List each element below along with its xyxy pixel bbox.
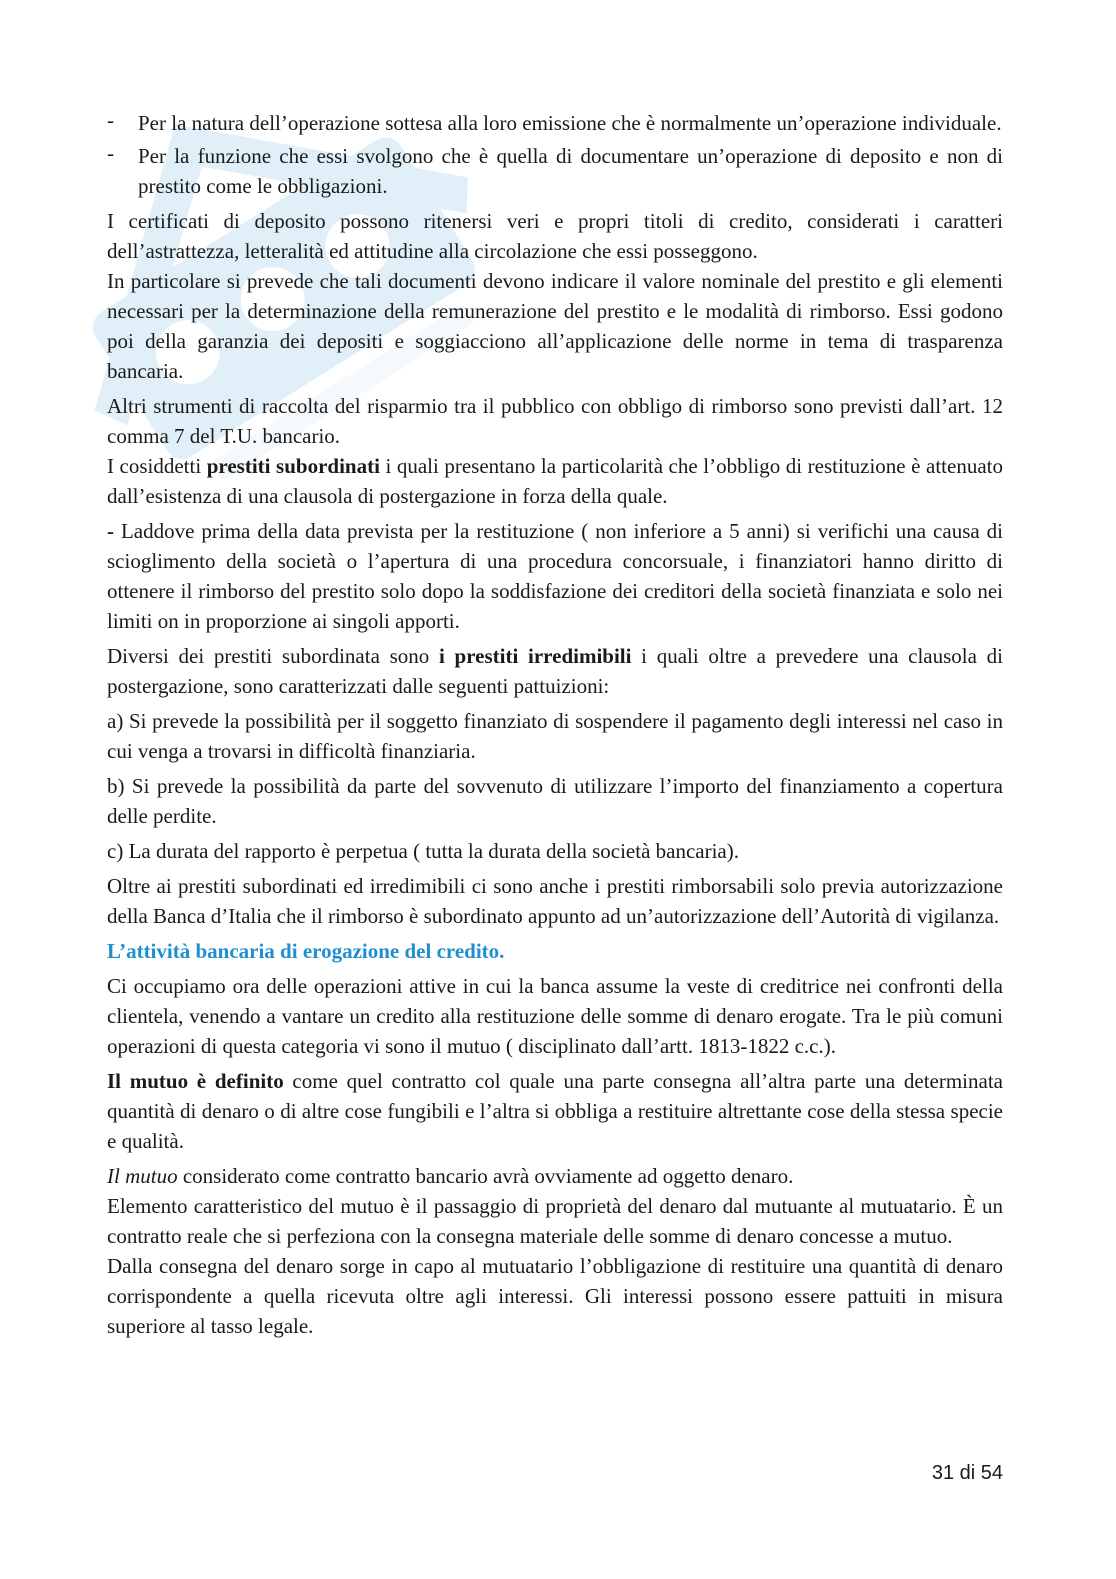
page-content [107,108,1003,1341]
text-run: considerato come contratto bancario avrà ovviamente ad oggetto denaro. [177,1164,794,1188]
bullet-text: Per la funzione che essi svolgono che è quella di documentare un’operazione di deposito e non di prestito come le obbligazioni. [138,144,1003,198]
paragraph-particolare: In particolare si prevede che tali documenti devono indicare il valore nominale del prestito e gli elementi necessari per la determinazione della remunerazione del prestito e le modalità di rimborso. Essi godono poi della garanzia dei depositi e soggiacciono all’applicazione delle norme in tema di trasparenza bancaria. [107,269,1003,383]
paragraph-oltre: Oltre ai prestiti subordinati ed irredimibili ci sono anche i prestiti rimborsabili solo previa autorizzazione della Banca d’Italia che il rimborso è subordinato appunto ad un’autorizzazione dell’Autorità di vigilanza. [107,874,1003,928]
italic-term: Il mutuo [107,1164,178,1188]
list-item-c: c) La durata del rapporto è perpetua ( tutta la durata della società bancaria). [107,839,739,863]
paragraph-altri-strumenti: Altri strumenti di raccolta del risparmio tra il pubblico con obbligo di rimborso sono previsti dall’art. 12 comma 7 del T.U. bancario. [107,394,1003,448]
text-run: Laddove prima della data prevista per la restituzione ( non inferiore a 5 anni) si verifichi una causa di scioglimento della società o l’apertura di una procedura concorsuale, i finanziatori hanno diritto di ottenere il rimborso del prestito solo dopo la soddisfazione dei creditori della società finanziata e solo nei limiti on in proporzione ai singoli apporti. [107,519,1003,633]
bullet-dash: - [107,108,114,132]
bold-term: i prestiti irredimibili [439,644,632,668]
paragraph-mutuo-definizione [107,1066,1003,1156]
paragraph-consegna: Dalla consegna del denaro sorge in capo al mutuatario l’obbligazione di restituire una quantità di denaro corrispondente a quella ricevuta oltre agli interessi. Gli interessi possono essere pattuiti in misura superiore al tasso legale. [107,1254,1003,1338]
paragraph-prestiti-irredimibili [107,641,1003,701]
section-heading: L’attività bancaria di erogazione del credito. [107,939,505,963]
bullet-item [107,108,1003,138]
list-item-a: a) Si prevede la possibilità per il soggetto finanziato di sospendere il pagamento degli interessi nel caso in cui venga a trovarsi in difficoltà finanziaria. [107,709,1003,763]
bullet-item [107,141,1003,201]
text-run: i quali oltre a prevedere una clausola di postergazione, sono caratterizzati dalle seguenti pattuizioni: [107,644,1004,698]
text-run: come quel contratto col quale una parte consegna all’altra parte una determinata quantità di denaro o di altre cose fungibili e l’altra si obbliga a restituire altrettante cose della stessa specie e qualità. [107,1069,1003,1153]
bullet-dash: - [107,141,114,165]
page-number: 31 di 54 [931,1462,1003,1484]
bold-dash: - [107,519,114,543]
paragraph-laddove [107,516,1003,636]
bold-term: prestiti subordinati [206,454,380,478]
list-item-b: b) Si prevede la possibilità da parte del sovvenuto di utilizzare l’importo del finanziamento a copertura delle perdite. [107,774,1003,828]
text-run: Diversi dei prestiti subordinata sono [107,644,439,668]
paragraph-mutuo-bancario [107,1161,1003,1191]
paragraph-operazioni-attive: Ci occupiamo ora delle operazioni attive in cui la banca assume la veste di creditrice nei confronti della clientela, venendo a vantare un credito alla restituzione delle somme di denaro erogate. Tra le più comuni operazioni di questa categoria vi sono il mutuo ( disciplinato dall’artt. 1813-1822 c.c.). [107,974,1003,1058]
bold-term: Il mutuo è definito [107,1069,284,1093]
bullet-text: Per la natura dell’operazione sottesa alla loro emissione che è normalmente un’operazione individuale. [138,111,1002,135]
text-run: i quali presentano la particolarità che l’obbligo di restituzione è attenuato dall’esistenza di una clausola di postergazione in forza della quale. [107,454,1003,508]
paragraph-prestiti-subordinati [107,451,1003,511]
text-run: I cosiddetti [107,454,207,478]
paragraph-certificati: I certificati di deposito possono ritenersi veri e propri titoli di credito, considerati i caratteri dell’astrattezza, letteralità ed attitudine alla circolazione che essi posseggono. [107,209,1003,263]
paragraph-elemento-caratteristico: Elemento caratteristico del mutuo è il passaggio di proprietà del denaro dal mutuante al mutuatario. È un contratto reale che si perfeziona con la consegna materiale delle somme di denaro concesse a mutuo. [107,1194,1003,1248]
